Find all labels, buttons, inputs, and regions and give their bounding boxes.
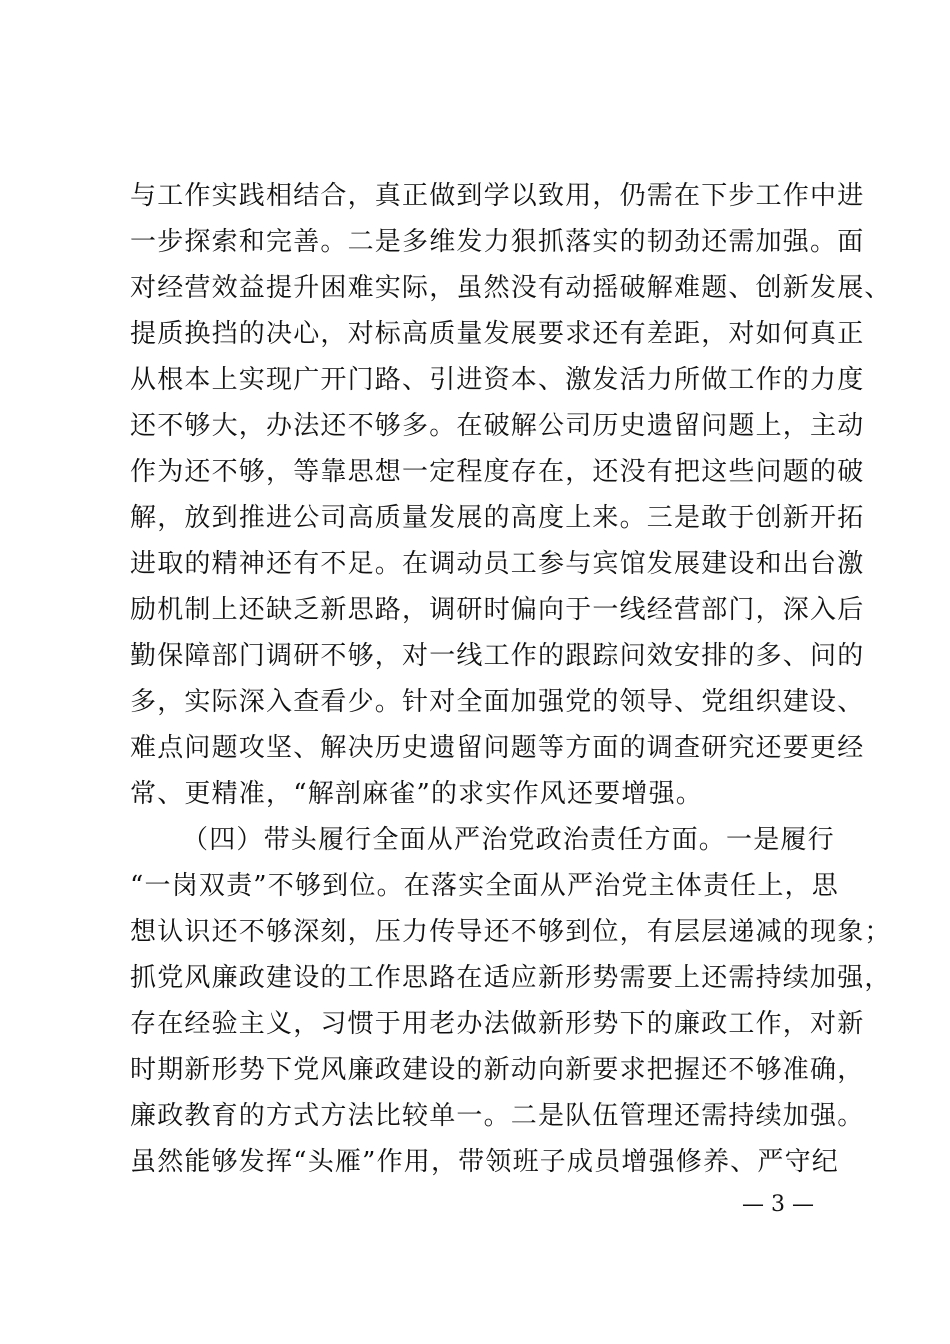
text-line: 对经营效益提升困难实际，虽然没有动摇破解难题、创新发展、 [130,273,892,303]
text-line: 常、更精准，“解剖麻雀”的求实作风还要增强。 [130,779,703,809]
text-line: 难点问题攻坚、解决历史遗留问题等方面的调查研究还要更经 [130,733,865,763]
text-line: 多，实际深入查看少。针对全面加强党的领导、党组织建设、 [130,687,865,717]
text-line: “一岗双责”不够到位。在落实全面从严治党主体责任上，思 [130,871,839,901]
text-line: 虽然能够发挥“头雁”作用，带领班子成员增强修养、严守纪 [130,1147,839,1177]
text-line: 想认识还不够深刻，压力传导还不够到位，有层层递减的现象； [130,917,892,947]
text-line: 勤保障部门调研不够，对一线工作的跟踪问效安排的多、问的 [130,641,865,671]
text-line: 时期新形势下党风廉政建设的新动向新要求把握还不够准确， [130,1055,865,1085]
text-line: 作为还不够，等靠思想一定程度存在，还没有把这些问题的破 [130,457,865,487]
text-line: 解，放到推进公司高质量发展的高度上来。三是敢于创新开拓 [130,503,865,533]
text-line: 一步探索和完善。二是多维发力狠抓落实的韧劲还需加强。面 [130,227,865,257]
text-line: 还不够大，办法还不够多。在破解公司历史遗留问题上，主动 [130,411,865,441]
text-line: 与工作实践相结合，真正做到学以致用，仍需在下步工作中进 [130,181,865,211]
text-line: 从根本上实现广开门路、引进资本、激发活力所做工作的力度 [130,365,865,395]
text-line: 励机制上还缺乏新思路，调研时偏向于一线经营部门，深入后 [130,595,865,625]
text-line: 提质换挡的决心，对标高质量发展要求还有差距，对如何真正 [130,319,865,349]
text-line: 廉政教育的方式方法比较单一。二是队伍管理还需持续加强。 [130,1101,865,1131]
page-number: — 3 — [742,1192,814,1217]
text-line: 抓党风廉政建设的工作思路在适应新形势需要上还需持续加强， [130,963,892,993]
section-heading-line: （四）带头履行全面从严治党政治责任方面。一是履行 [182,825,835,855]
text-line: 存在经验主义，习惯于用老办法做新形势下的廉政工作，对新 [130,1009,865,1039]
text-line: 进取的精神还有不足。在调动员工参与宾馆发展建设和出台激 [130,549,865,579]
